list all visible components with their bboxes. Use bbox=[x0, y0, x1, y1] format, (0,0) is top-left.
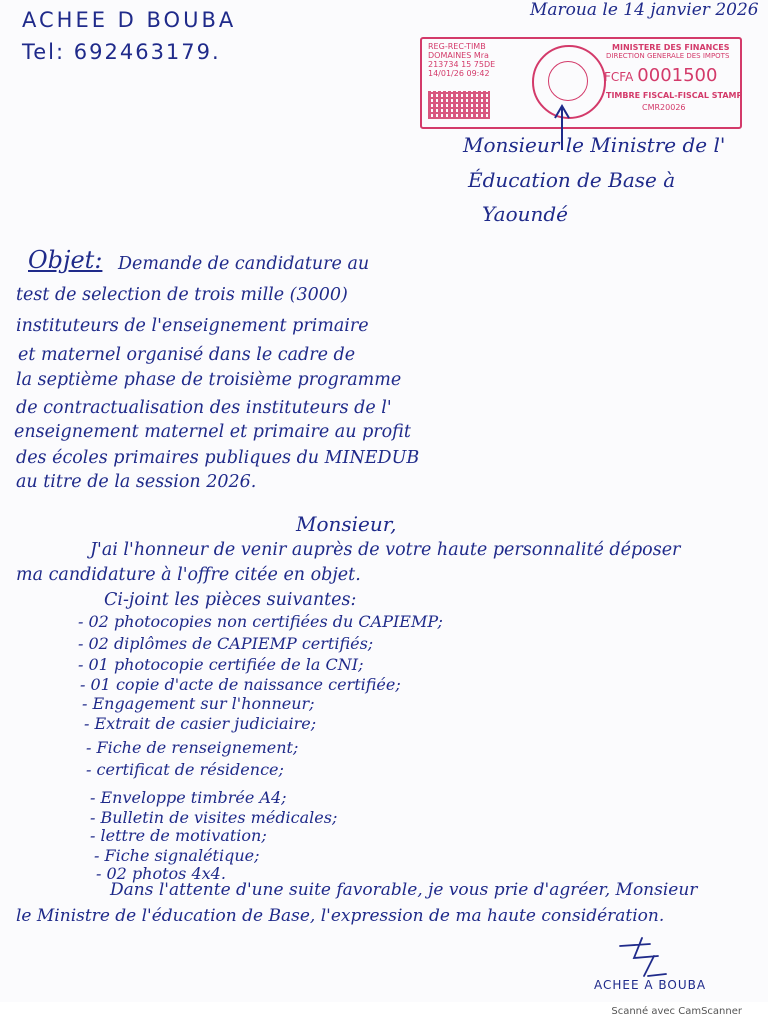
objet-line: et maternel organisé dans le cadre de bbox=[18, 345, 356, 365]
fiscal-stamp bbox=[420, 37, 742, 129]
attachment-item: - Engagement sur l'honneur; bbox=[82, 694, 315, 713]
closing-line: Dans l'attente d'une suite favorable, je vous prie d'agréer, Monsieur bbox=[110, 880, 698, 900]
objet-line: au titre de la session 2026. bbox=[16, 472, 257, 492]
objet-line: enseignement maternel et primaire au profit bbox=[14, 422, 411, 442]
stamp-type: TIMBRE FISCAL-FISCAL STAMP bbox=[606, 91, 743, 100]
signer-name: ACHEE A BOUBA bbox=[594, 978, 707, 992]
sender-name: ACHEE D BOUBA bbox=[22, 8, 237, 32]
attachment-item: - Enveloppe timbrée A4; bbox=[90, 788, 287, 807]
stamp-direction: DIRECTION GENERALE DES IMPOTS bbox=[606, 52, 730, 60]
salutation: Monsieur, bbox=[296, 512, 397, 536]
stamp-amount-row bbox=[604, 65, 717, 86]
attachment-item: - lettre de motivation; bbox=[90, 826, 267, 845]
objet-line: instituteurs de l'enseignement primaire bbox=[16, 316, 369, 336]
recipient-line-2: Éducation de Base à bbox=[468, 168, 676, 192]
stamp-code: CMR20026 bbox=[642, 103, 686, 112]
attachment-item: - Extrait de casier judiciaire; bbox=[84, 714, 317, 733]
recipient-line-1: Monsieur le Ministre de l' bbox=[463, 133, 726, 157]
objet-line: de contractualisation des instituteurs de l' bbox=[16, 398, 392, 418]
attachment-item: - Fiche signalétique; bbox=[94, 846, 260, 865]
stamp-line-1: REG-REC-TIMB bbox=[428, 42, 486, 51]
paragraph-line: ma candidature à l'offre citée en objet. bbox=[16, 565, 361, 585]
attachment-item: - 01 copie d'acte de naissance certifiée; bbox=[80, 675, 401, 694]
stamp-line-3: 213734 15 75DE bbox=[428, 60, 496, 69]
objet-label: Objet: bbox=[28, 246, 103, 274]
signature-mark bbox=[614, 936, 670, 980]
objet-line: test de selection de trois mille (3000) bbox=[16, 285, 348, 305]
sender-phone: Tel: 692463179. bbox=[22, 40, 221, 64]
stamp-qr-code-icon bbox=[428, 91, 490, 119]
attachment-item: - Bulletin de visites médicales; bbox=[90, 808, 338, 827]
attachment-item: - 02 photocopies non certifiées du CAPIEMP; bbox=[78, 612, 443, 631]
attachment-item: - 02 diplômes de CAPIEMP certifiés; bbox=[78, 634, 374, 653]
stamp-line-2: DOMAINES Mra bbox=[428, 51, 489, 60]
stamp-ministry: MINISTERE DES FINANCES bbox=[612, 43, 730, 52]
attachment-item: - 02 photos 4x4. bbox=[96, 864, 226, 883]
stamp-amount: 0001500 bbox=[637, 65, 718, 86]
objet-line: Demande de candidature au bbox=[118, 254, 370, 274]
attachments-intro: Ci-joint les pièces suivantes: bbox=[104, 590, 357, 610]
attachment-item: - 01 photocopie certifiée de la CNI; bbox=[78, 655, 364, 674]
paragraph-line: J'ai l'honneur de venir auprès de votre haute personnalité déposer bbox=[90, 540, 681, 560]
objet-line: des écoles primaires publiques du MINEDUB bbox=[16, 448, 420, 468]
attachment-item: - certificat de résidence; bbox=[86, 760, 284, 779]
stamp-currency: FCFA bbox=[604, 70, 634, 84]
scanner-footer bbox=[0, 1002, 768, 1024]
objet-line: la septième phase de troisième programme bbox=[16, 370, 402, 390]
recipient-line-3: Yaoundé bbox=[482, 202, 569, 226]
closing-line: le Ministre de l'éducation de Base, l'expression de ma haute considération. bbox=[16, 906, 665, 926]
scanner-watermark: Scanné avec CamScanner bbox=[611, 1006, 742, 1017]
place-date: Maroua le 14 janvier 2026 bbox=[530, 0, 759, 20]
attachment-item: - Fiche de renseignement; bbox=[86, 738, 299, 757]
stamp-line-4: 14/01/26 09:42 bbox=[428, 69, 490, 78]
